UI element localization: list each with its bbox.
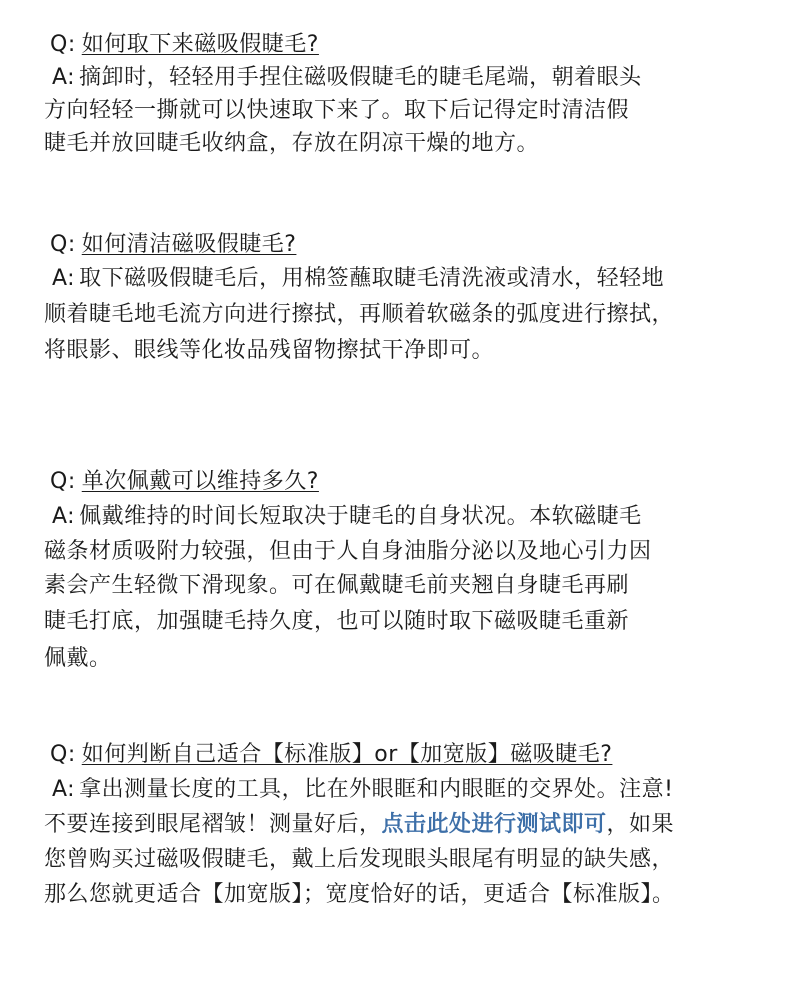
question-text: 如何取下来磁吸假睫毛? (81, 32, 319, 57)
question-prefix: Q: (50, 232, 76, 257)
answer-prefix: A: (52, 504, 76, 529)
question-prefix: Q: (50, 742, 76, 767)
answer-line: 那么您就更适合【加宽版】；宽度恰好的话，更适合【标准版】。 (44, 882, 675, 907)
answer-text: 取下磁吸假睫毛后，用棉签蘸取睫毛清洗液或清水，轻轻地 (79, 266, 665, 291)
answer-line (52, 777, 673, 803)
test-link[interactable]: 点击此处进行测试即可 (381, 812, 607, 837)
question-text: 单次佩戴可以维持多久? (81, 469, 319, 494)
answer-line (52, 65, 642, 91)
answer-text: 摘卸时，轻轻用手捏住磁吸假睫毛的睫毛尾端，朝着眼头 (79, 65, 642, 90)
answer-prefix: A: (52, 266, 76, 291)
question-line (50, 232, 296, 258)
answer-prefix: A: (52, 777, 76, 802)
question-text: 如何判断自己适合【标准版】or【加宽版】磁吸睫毛? (81, 742, 613, 767)
question-line (50, 742, 612, 768)
answer-line: 睫毛并放回睫毛收纳盒，存放在阴凉干燥的地方。 (44, 131, 540, 156)
answer-line: 您曾购买过磁吸假睫毛，戴上后发现眼头眼尾有明显的缺失感， (44, 847, 675, 872)
question-prefix: Q: (50, 32, 76, 57)
answer-text: ，如果 (606, 812, 675, 837)
answer-line: 佩戴。 (44, 646, 112, 671)
question-line (50, 32, 319, 58)
answer-line (52, 266, 664, 292)
question-prefix: Q: (50, 469, 76, 494)
answer-line: 将眼影、眼线等化妆品残留物擦拭干净即可。 (44, 338, 495, 363)
answer-line: 素会产生轻微下滑现象。可在佩戴睫毛前夹翘自身睫毛再刷 (44, 573, 630, 598)
answer-line: 磁条材质吸附力较强，但由于人自身油脂分泌以及地心引力因 (44, 539, 652, 564)
answer-line: 方向轻轻一撕就可以快速取下来了。取下后记得定时清洁假 (44, 98, 630, 123)
answer-text: 不要连接到眼尾褶皱！测量好后， (44, 812, 382, 837)
question-line (50, 469, 319, 495)
question-text: 如何清洁磁吸假睫毛? (81, 232, 297, 257)
answer-line: 顺着睫毛地毛流方向进行擦拭，再顺着软磁条的弧度进行擦拭， (44, 302, 675, 327)
answer-prefix: A: (52, 65, 76, 90)
answer-line (44, 812, 674, 838)
answer-line: 睫毛打底，加强睫毛持久度，也可以随时取下磁吸睫毛重新 (44, 609, 630, 634)
answer-text: 佩戴维持的时间长短取决于睫毛的自身状况。本软磁睫毛 (79, 504, 642, 529)
answer-text: 拿出测量长度的工具，比在外眼眶和内眼眶的交界处。注意! (79, 777, 674, 802)
answer-line (52, 504, 642, 530)
